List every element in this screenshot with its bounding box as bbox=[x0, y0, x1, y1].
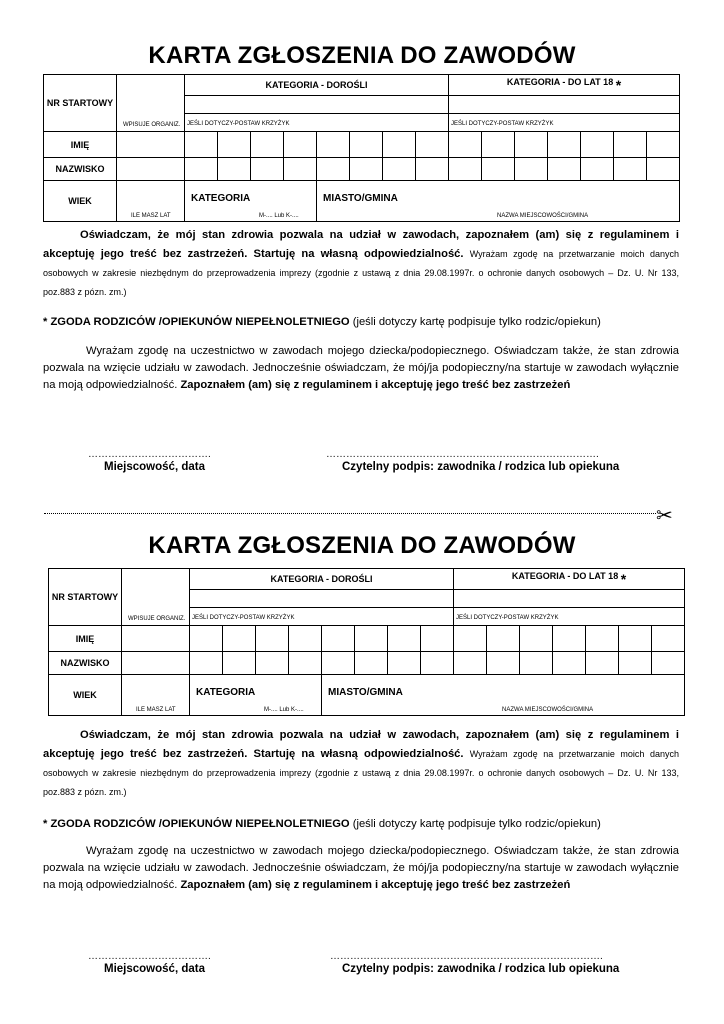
card-title: KARTA ZGŁOSZENIA DO ZAWODÓW bbox=[148, 532, 576, 559]
letter-box[interactable] bbox=[218, 132, 251, 158]
letter-box[interactable] bbox=[256, 626, 289, 652]
letter-box[interactable] bbox=[454, 626, 487, 652]
letter-box[interactable] bbox=[388, 626, 421, 652]
letter-box[interactable] bbox=[185, 158, 218, 181]
mk-hint: M-.... Lub K-.... bbox=[259, 213, 299, 219]
dorosli-hint: JEŚLI DOTYCZY-POSTAW KRZYŻYK bbox=[187, 121, 290, 128]
letter-box[interactable] bbox=[515, 158, 548, 181]
registration-table bbox=[43, 74, 680, 222]
dorosli-hint-cell bbox=[190, 607, 454, 625]
letter-box[interactable] bbox=[614, 158, 647, 181]
letter-box[interactable] bbox=[190, 626, 223, 652]
wiek-label: WIEK bbox=[49, 675, 122, 716]
wiek-row bbox=[44, 181, 680, 222]
letter-box[interactable] bbox=[355, 652, 388, 675]
mk-hint: M-.... Lub K-.... bbox=[264, 707, 304, 713]
letter-box[interactable] bbox=[122, 626, 190, 652]
nazwisko-label: NAZWISKO bbox=[44, 158, 117, 181]
nazwa-miejsc-hint: NAZWA MIEJSCOWOŚCI/GMINA bbox=[502, 707, 594, 713]
letter-box[interactable] bbox=[482, 132, 515, 158]
letter-box[interactable] bbox=[449, 158, 482, 181]
do18-hint-cell bbox=[449, 113, 680, 131]
do18-hint: JEŚLI DOTYCZY-POSTAW KRZYŻYK bbox=[451, 121, 554, 128]
nazwa-miejsc-hint: NAZWA MIEJSCOWOŚCI/GMINA bbox=[497, 213, 589, 219]
letter-box[interactable] bbox=[317, 158, 350, 181]
miasto-label: MIASTO/GMINA bbox=[328, 687, 403, 698]
do18-checkbox-area[interactable] bbox=[449, 96, 680, 113]
kategoria-do18-label: KATEGORIA - DO LAT 18 bbox=[506, 77, 614, 88]
letter-box[interactable] bbox=[548, 132, 581, 158]
wpisuje-label: WPISUJE ORGANIZ. bbox=[128, 616, 186, 622]
kategoria-do18-label: KATEGORIA - DO LAT 18 bbox=[511, 571, 619, 582]
nazwisko-row bbox=[44, 158, 680, 181]
letter-box[interactable] bbox=[652, 652, 685, 675]
kategoria-label: KATEGORIA bbox=[191, 193, 251, 204]
letter-box[interactable] bbox=[190, 652, 223, 675]
declaration-bold: Oświadczam, że mój stan zdrowia pozwala na udział w zawodach, zapoznałem (am) się z regulaminem i akceptuję jego treść bez zastrzeżeń. Startuję na własną odpowiedzialność. bbox=[43, 729, 679, 760]
letter-box[interactable] bbox=[284, 158, 317, 181]
consent-bold: Zapoznałem (am) się z regulaminem i akceptuję jego treść bez zastrzeżeń bbox=[180, 879, 571, 891]
signature-label: Czytelny podpis: zawodnika / rodzica lub opiekuna bbox=[342, 963, 620, 975]
nazwisko-row bbox=[49, 652, 685, 675]
nr-startowy-label: NR STARTOWY bbox=[49, 569, 122, 626]
letter-box[interactable] bbox=[317, 132, 350, 158]
letter-box[interactable] bbox=[449, 132, 482, 158]
registration-card-2 bbox=[0, 495, 724, 1024]
letter-box[interactable] bbox=[487, 626, 520, 652]
letter-box[interactable] bbox=[454, 652, 487, 675]
signature-label: Czytelny podpis: zawodnika / rodzica lub opiekuna bbox=[342, 461, 620, 473]
kategoria-dorosli-header: KATEGORIA - DOROŚLI bbox=[185, 75, 449, 96]
declaration-paragraph bbox=[43, 726, 679, 802]
place-date-label: Miejscowość, data bbox=[104, 963, 205, 975]
letter-box[interactable] bbox=[251, 158, 284, 181]
declaration-bold: Oświadczam, że mój stan zdrowia pozwala na udział w zawodach, zapoznałem (am) się z regulaminem i akceptuję jego treść bez zastrzeżeń. Startuję na własną odpowiedzialność. bbox=[43, 229, 679, 260]
kategoria-do18-header bbox=[449, 75, 680, 96]
consent-text: Wyrażam zgodę na uczestnictwo w zawodach mojego dziecka/podopiecznego. Oświadczam także, że stan zdrowia pozwala na wzięcie udziału w zawodach. Jednocześnie oświadczam, że mój/ja podopieczny/na startuje w zawodach wyłącznie na moją odpowiedzialność. bbox=[43, 345, 679, 391]
nr-startowy-label: NR STARTOWY bbox=[44, 75, 117, 132]
consent-bold: Zapoznałem (am) się z regulaminem i akceptuję jego treść bez zastrzeżeń bbox=[180, 379, 571, 391]
miasto-label: MIASTO/GMINA bbox=[323, 193, 398, 204]
letter-box[interactable] bbox=[553, 626, 586, 652]
declaration-paragraph bbox=[43, 226, 679, 302]
signature-line[interactable]: ………………………………………………………………………. bbox=[330, 951, 603, 962]
nr-startowy-field[interactable] bbox=[122, 569, 190, 626]
letter-box[interactable] bbox=[421, 626, 454, 652]
letter-box[interactable] bbox=[520, 652, 553, 675]
parent-consent-note: (jeśli dotyczy kartę podpisuje tylko rodzic/opiekun) bbox=[352, 316, 601, 328]
place-date-line[interactable]: ………………………………. bbox=[88, 449, 211, 460]
consent-paragraph bbox=[43, 843, 679, 894]
place-date-line[interactable]: ………………………………. bbox=[88, 951, 211, 962]
letter-box[interactable] bbox=[581, 132, 614, 158]
letter-box[interactable] bbox=[284, 132, 317, 158]
letter-box[interactable] bbox=[383, 158, 416, 181]
letter-box[interactable] bbox=[218, 158, 251, 181]
registration-table bbox=[48, 568, 685, 716]
nr-startowy-field[interactable] bbox=[117, 75, 185, 132]
kategoria-label: KATEGORIA bbox=[196, 687, 256, 698]
consent-paragraph bbox=[43, 343, 679, 394]
parent-consent-bold: * ZGODA RODZICÓW /OPIEKUNÓW NIEPEŁNOLETNIEGO bbox=[43, 316, 350, 328]
letter-box[interactable] bbox=[322, 652, 355, 675]
ile-masz-lat-hint: ILE MASZ LAT bbox=[136, 707, 176, 713]
letter-box[interactable] bbox=[614, 132, 647, 158]
letter-box[interactable] bbox=[122, 652, 190, 675]
do18-hint: JEŚLI DOTYCZY-POSTAW KRZYŻYK bbox=[456, 615, 559, 622]
letter-box[interactable] bbox=[586, 652, 619, 675]
letter-box[interactable] bbox=[117, 132, 185, 158]
declaration-small: Wyrażam zgodę na przetwarzanie moich danych osobowych w zakresie niezbędnym do przeprowadzenia imprezy (zgodnie z ustawą z dnia 29.08.1997r. o ochronie danych osobowych – Dz. U. Nr 133, poz.883 z pózn. zm.) bbox=[43, 249, 679, 297]
place-date-label: Miejscowość, data bbox=[104, 461, 205, 473]
kategoria-field[interactable] bbox=[185, 181, 317, 222]
letter-box[interactable] bbox=[548, 158, 581, 181]
parent-consent-header bbox=[43, 815, 683, 834]
letter-box[interactable] bbox=[322, 626, 355, 652]
wiek-field[interactable] bbox=[117, 181, 185, 222]
letter-box[interactable] bbox=[553, 652, 586, 675]
letter-box[interactable] bbox=[586, 626, 619, 652]
letter-box[interactable] bbox=[416, 132, 449, 158]
letter-box[interactable] bbox=[350, 158, 383, 181]
dorosli-hint: JEŚLI DOTYCZY-POSTAW KRZYŻYK bbox=[192, 615, 295, 622]
wpisuje-label: WPISUJE ORGANIZ. bbox=[123, 122, 181, 128]
letter-box[interactable] bbox=[289, 652, 322, 675]
kategoria-do18-header bbox=[454, 569, 685, 590]
letter-box[interactable] bbox=[581, 158, 614, 181]
letter-box[interactable] bbox=[482, 158, 515, 181]
letter-box[interactable] bbox=[619, 652, 652, 675]
asterisk: * bbox=[615, 77, 622, 94]
imie-label: IMIĘ bbox=[49, 626, 122, 652]
letter-box[interactable] bbox=[647, 158, 680, 181]
dorosli-checkbox-area[interactable] bbox=[190, 590, 454, 607]
dorosli-hint-cell bbox=[185, 113, 449, 131]
letter-box[interactable] bbox=[223, 626, 256, 652]
letter-box[interactable] bbox=[652, 626, 685, 652]
letter-box[interactable] bbox=[251, 132, 284, 158]
kategoria-dorosli-header: KATEGORIA - DOROŚLI bbox=[190, 569, 454, 590]
card-title: KARTA ZGŁOSZENIA DO ZAWODÓW bbox=[148, 42, 576, 69]
letter-box[interactable] bbox=[185, 132, 218, 158]
declaration-small: Wyrażam zgodę na przetwarzanie moich danych osobowych w zakresie niezbędnym do przeprowadzenia imprezy (zgodnie z ustawą z dnia 29.08.1997r. o ochronie danych osobowych – Dz. U. Nr 133, poz.883 z pózn. zm.) bbox=[43, 749, 679, 797]
dorosli-checkbox-area[interactable] bbox=[185, 96, 449, 113]
wiek-field[interactable] bbox=[122, 675, 190, 716]
letter-box[interactable] bbox=[520, 626, 553, 652]
letter-box[interactable] bbox=[619, 626, 652, 652]
do18-checkbox-area[interactable] bbox=[454, 590, 685, 607]
scissors-icon: ✂ bbox=[656, 505, 673, 527]
parent-consent-header bbox=[43, 313, 683, 332]
letter-box[interactable] bbox=[421, 652, 454, 675]
imie-row bbox=[49, 626, 685, 652]
asterisk: * bbox=[620, 571, 627, 588]
letter-box[interactable] bbox=[256, 652, 289, 675]
imie-label: IMIĘ bbox=[44, 132, 117, 158]
miasto-field[interactable] bbox=[317, 181, 680, 222]
letter-box[interactable] bbox=[647, 132, 680, 158]
consent-text: Wyrażam zgodę na uczestnictwo w zawodach mojego dziecka/podopiecznego. Oświadczam także, że stan zdrowia pozwala na wzięcie udziału w zawodach. Jednocześnie oświadczam, że mój/ja podopieczny/na startuje w zawodach wyłącznie na moją odpowiedzialność. bbox=[43, 845, 679, 891]
parent-consent-bold: * ZGODA RODZICÓW /OPIEKUNÓW NIEPEŁNOLETNIEGO bbox=[43, 818, 350, 830]
letter-box[interactable] bbox=[515, 132, 548, 158]
letter-box[interactable] bbox=[223, 652, 256, 675]
letter-box[interactable] bbox=[117, 158, 185, 181]
nazwisko-label: NAZWISKO bbox=[49, 652, 122, 675]
letter-box[interactable] bbox=[350, 132, 383, 158]
wiek-label: WIEK bbox=[44, 181, 117, 222]
letter-box[interactable] bbox=[383, 132, 416, 158]
miasto-field[interactable] bbox=[322, 675, 685, 716]
registration-card-1 bbox=[0, 0, 724, 505]
kategoria-field[interactable] bbox=[190, 675, 322, 716]
wiek-row bbox=[49, 675, 685, 716]
do18-hint-cell bbox=[454, 607, 685, 625]
signature-line[interactable]: ………………………………………………………………………. bbox=[326, 449, 599, 460]
letter-box[interactable] bbox=[416, 158, 449, 181]
letter-box[interactable] bbox=[487, 652, 520, 675]
parent-consent-note: (jeśli dotyczy kartę podpisuje tylko rodzic/opiekun) bbox=[352, 818, 601, 830]
letter-box[interactable] bbox=[355, 626, 388, 652]
letter-box[interactable] bbox=[289, 626, 322, 652]
ile-masz-lat-hint: ILE MASZ LAT bbox=[131, 213, 171, 219]
letter-box[interactable] bbox=[388, 652, 421, 675]
imie-row bbox=[44, 132, 680, 158]
